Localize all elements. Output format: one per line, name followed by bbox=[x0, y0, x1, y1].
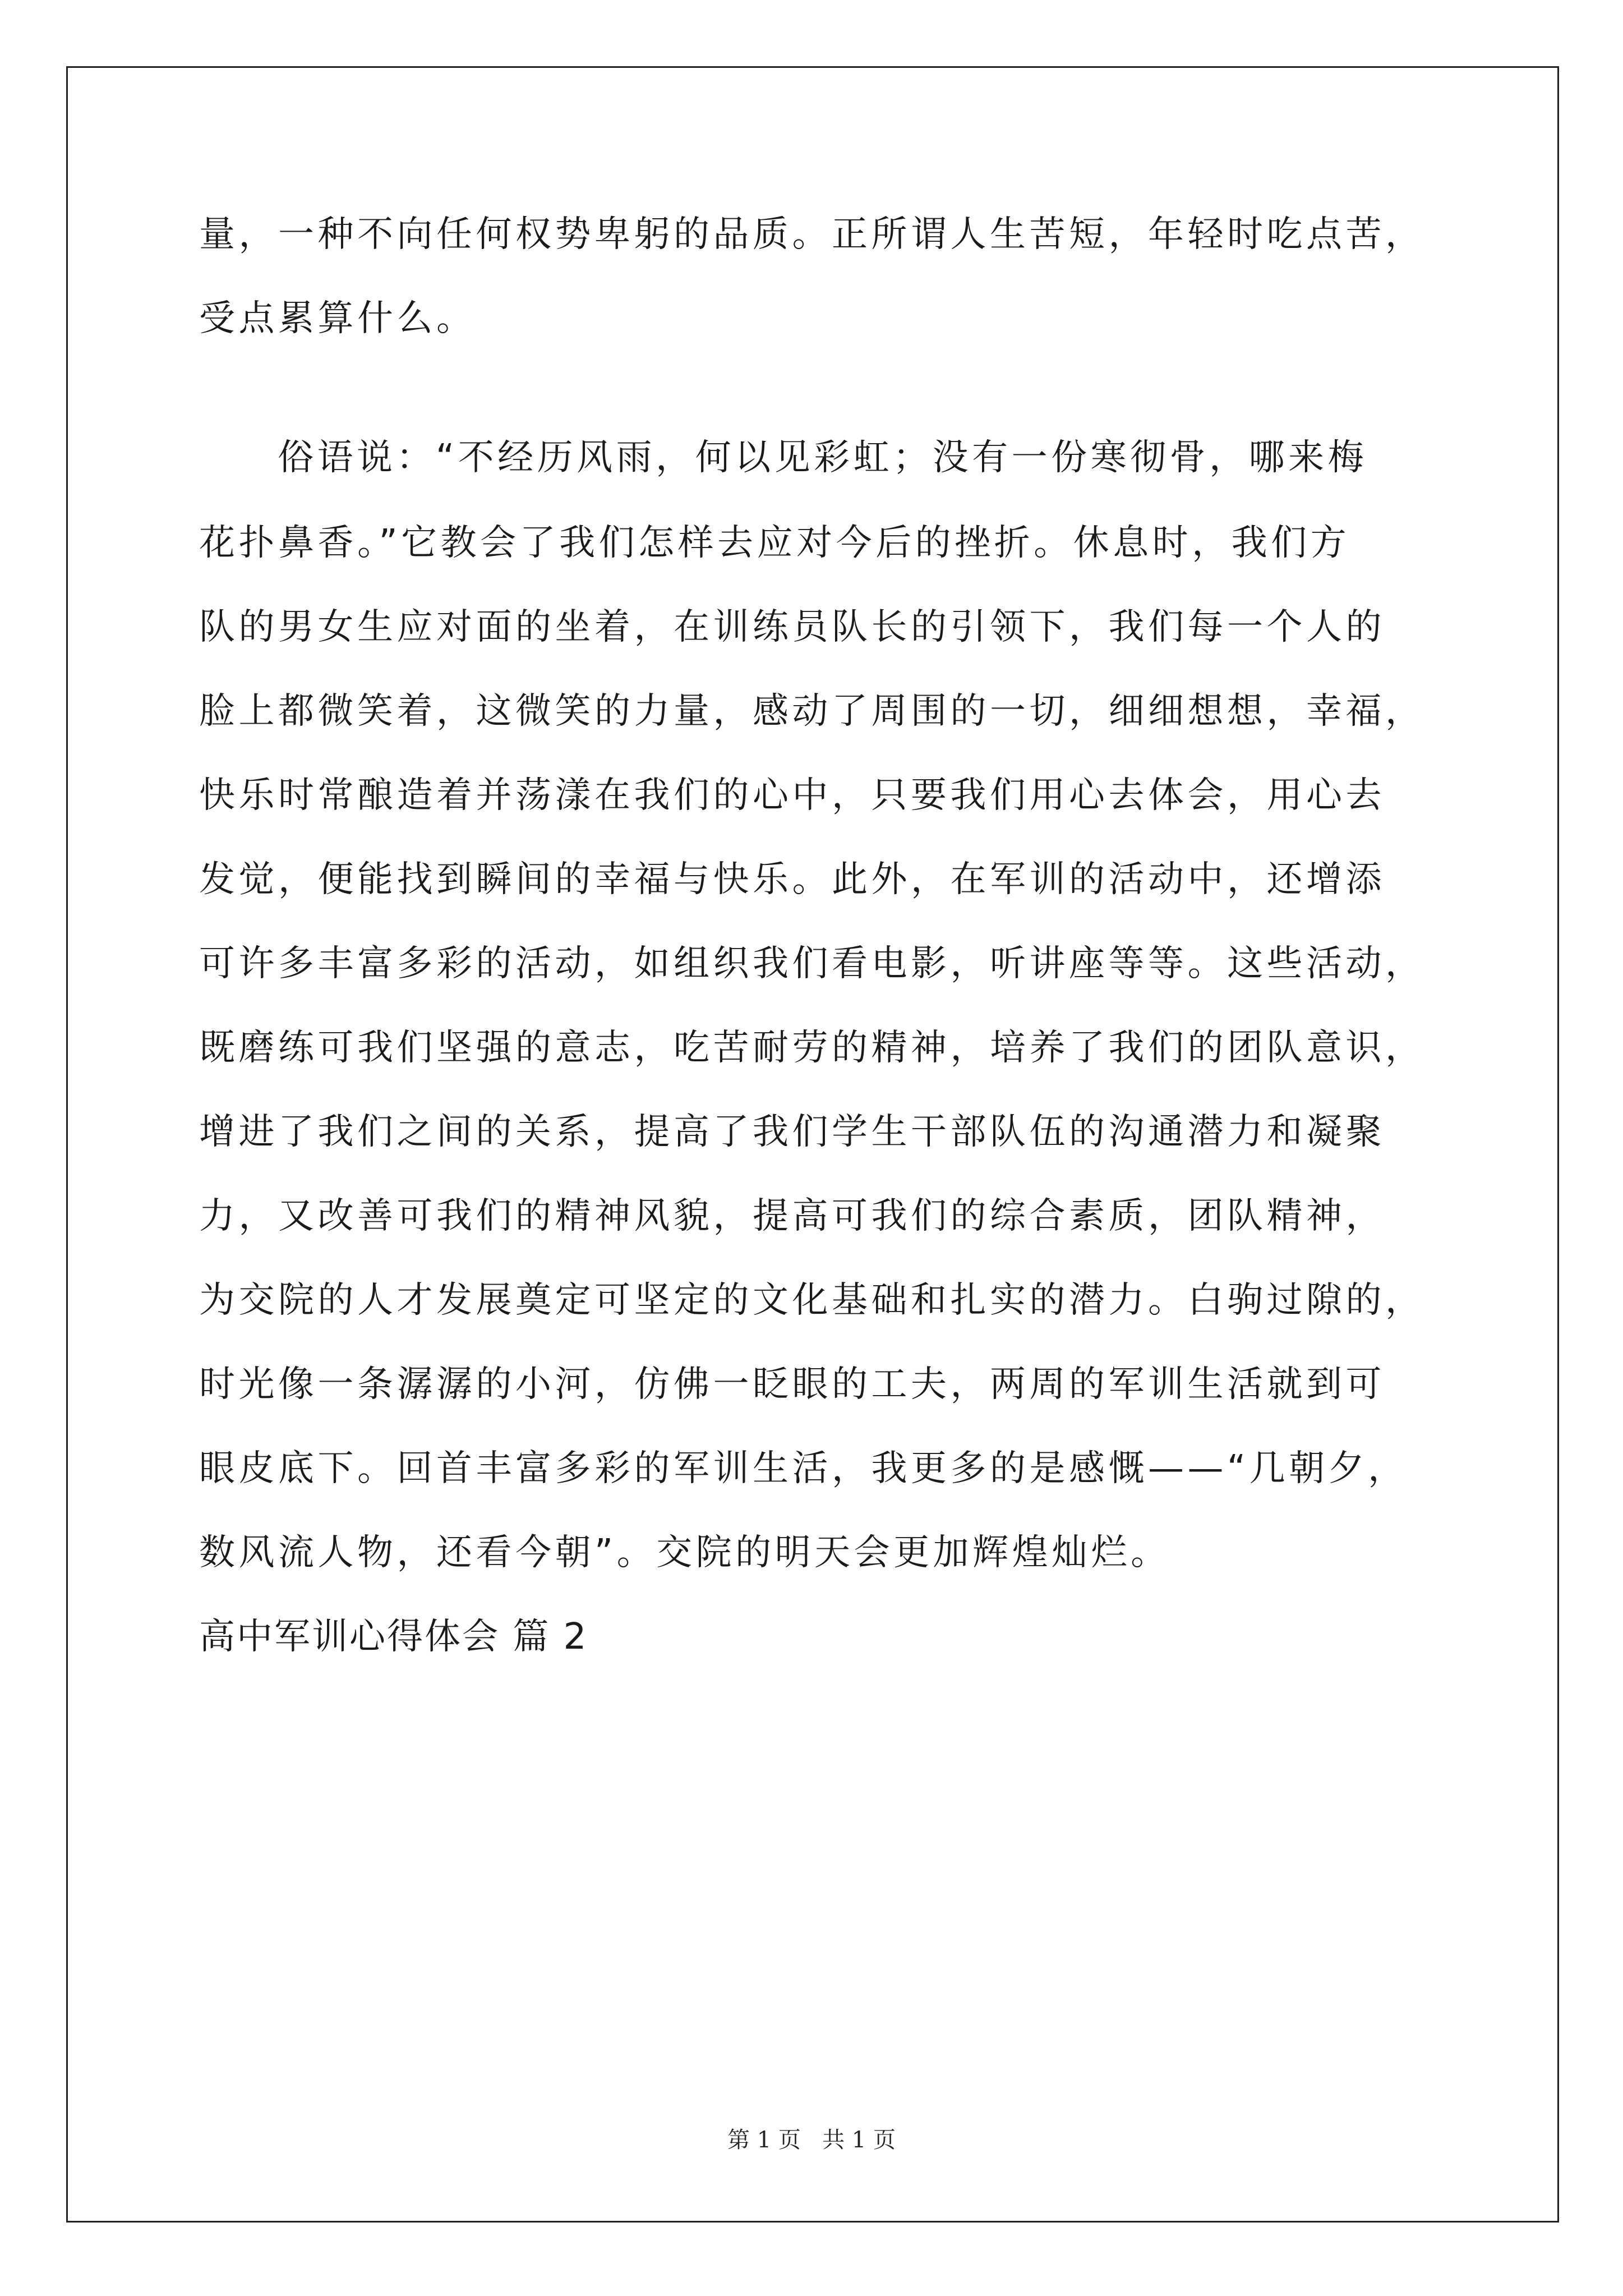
paragraph-start-line: 俗语说：“不经历风雨，何以见彩虹；没有一份寒彻骨，哪来梅 bbox=[278, 437, 1368, 478]
body-line-6: 脸上都微笑着，这微笑的力量，感动了周围的一切，细细想想，幸福， bbox=[199, 691, 1425, 732]
body-line-7: 快乐时常酿造着并荡漾在我们的心中，只要我们用心去体会，用心去 bbox=[199, 775, 1385, 816]
body-line-16: 数风流人物，还看今朝”。交院的明天会更加辉煌灿烂。 bbox=[199, 1532, 1170, 1573]
body-line-4: 花扑鼻香。”它教会了我们怎样去应对今后的挫折。休息时，我们方 bbox=[199, 522, 1350, 564]
section-heading: 高中军训心得体会 篇 2 bbox=[199, 1616, 588, 1658]
body-line-12: 力，又改善可我们的精神风貌，提高可我们的综合素质，团队精神， bbox=[199, 1195, 1385, 1237]
body-line-15: 眼皮底下。回首丰富多彩的军训生活，我更多的是感慨——“几朝夕， bbox=[199, 1448, 1408, 1489]
body-line-10: 既磨练可我们坚强的意志，吃苦耐劳的精神，培养了我们的团队意识， bbox=[199, 1027, 1425, 1069]
body-line-9: 可许多丰富多彩的活动，如组织我们看电影，听讲座等等。这些活动， bbox=[199, 943, 1425, 984]
body-line-14: 时光像一条潺潺的小河，仿佛一眨眼的工夫，两周的军训生活就到可 bbox=[199, 1364, 1385, 1405]
body-line-11: 增进了我们之间的关系，提高了我们学生干部队伍的沟通潜力和凝聚 bbox=[199, 1111, 1385, 1153]
body-line-13: 为交院的人才发展奠定可坚定的文化基础和扎实的潜力。白驹过隙的， bbox=[199, 1280, 1425, 1321]
body-line-2: 受点累算什么。 bbox=[199, 298, 476, 339]
page-number-footer: 第 1 页 共 1 页 bbox=[727, 2127, 896, 2153]
body-line-1: 量，一种不向任何权势卑躬的品质。正所谓人生苦短，年轻时吃点苦， bbox=[199, 214, 1425, 255]
body-line-5: 队的男女生应对面的坐着，在训练员队长的引领下，我们每一个人的 bbox=[199, 606, 1385, 648]
body-line-8: 发觉，便能找到瞬间的幸福与快乐。此外，在军训的活动中，还增添 bbox=[199, 859, 1385, 900]
